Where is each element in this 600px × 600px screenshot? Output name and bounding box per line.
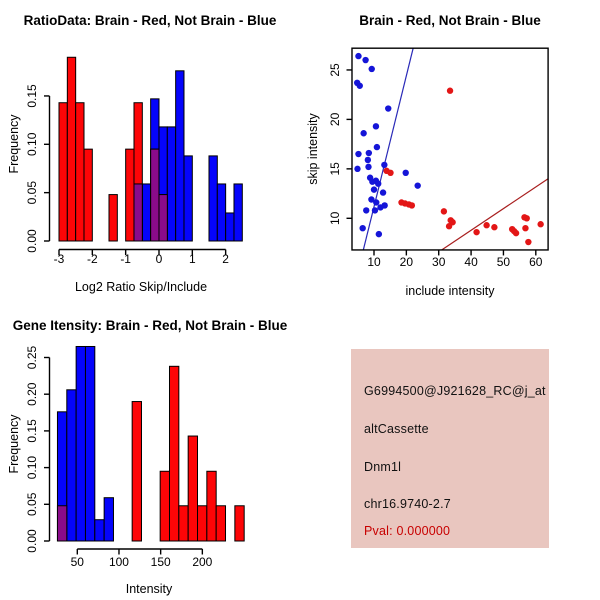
hist-bar-red <box>67 57 75 241</box>
x-tick-label: 150 <box>150 555 171 569</box>
gene-histogram-plot <box>0 300 300 600</box>
scatter-point-red <box>483 222 489 228</box>
y-tick-label: 0.00 <box>25 229 39 253</box>
scatter-point-blue <box>357 83 363 89</box>
y-tick-label: 0.10 <box>25 455 39 480</box>
probe-id-text: G6994500@J921628_RC@j_at <box>364 384 546 398</box>
hist-bar-blue <box>76 346 85 541</box>
hist-bar-red <box>76 103 84 241</box>
y-tick-label: 10 <box>328 211 342 225</box>
gene-histogram-ylabel: Frequency <box>7 414 21 474</box>
scatter-point-blue <box>373 123 379 129</box>
y-tick-label: 0.05 <box>25 180 39 205</box>
scatter-point-red <box>524 215 530 221</box>
x-tick-label: -3 <box>53 252 65 266</box>
scatter-point-blue <box>354 166 360 172</box>
hist-bar-blue <box>234 184 242 241</box>
hist-bar-red <box>59 103 67 241</box>
scatter-point-red <box>447 88 453 94</box>
x-tick-label: 60 <box>529 255 543 269</box>
ratio-histogram-title: RatioData: Brain - Red, Not Brain - Blue <box>23 13 277 28</box>
scatter-point-blue <box>369 66 375 72</box>
scatter-point-red <box>513 230 519 236</box>
pval-text: Pval: 0.000000 <box>364 524 451 538</box>
hist-bar-red <box>207 471 216 541</box>
hist-bar-blue <box>226 213 234 241</box>
scatter-point-red <box>525 239 531 245</box>
info-box <box>351 349 549 548</box>
scatter-point-blue <box>414 182 420 188</box>
hist-bar-blue <box>67 390 76 541</box>
scatter-point-blue <box>373 199 379 205</box>
x-tick-label: 0 <box>155 252 163 266</box>
scatter-point-blue <box>381 162 387 168</box>
fit-line-blue <box>363 48 413 250</box>
y-tick-label: 0.20 <box>25 382 39 406</box>
scatter-point-red <box>441 208 447 214</box>
hist-bar-red <box>169 366 178 541</box>
y-tick-label: 20 <box>328 112 342 127</box>
gene-histogram-title: Gene Itensity: Brain - Red, Not Brain - Blue <box>12 318 288 333</box>
hist-bar-blue <box>184 156 192 241</box>
hist-bar-red <box>179 506 188 541</box>
scatter-point-red <box>537 221 543 227</box>
hist-bar-blue <box>95 520 104 541</box>
hist-bar-red <box>84 149 92 241</box>
gene-histogram-xlabel: Intensity <box>125 582 173 596</box>
scatter-point-blue <box>374 144 380 150</box>
hist-bar-blue <box>142 184 150 241</box>
scatter-title: Brain - Red, Not Brain - Blue <box>359 13 541 28</box>
scatter-point-red <box>409 202 415 208</box>
scatter-ylabel: skip intensity <box>306 113 320 185</box>
hist-bar-overlap <box>57 506 66 541</box>
y-tick-label: 0.15 <box>25 84 39 108</box>
scatter-point-blue <box>371 186 377 192</box>
x-tick-label: -1 <box>120 252 131 266</box>
hist-bar-red <box>198 506 207 541</box>
hist-bar-overlap <box>151 149 159 241</box>
location-text: chr16.9740-2.7 <box>364 497 451 511</box>
y-tick-label: 0.05 <box>25 492 39 516</box>
y-tick-label: 0.00 <box>25 529 39 553</box>
y-tick-label: 25 <box>328 63 342 77</box>
hist-bar-red <box>188 436 197 541</box>
hist-bar-red <box>126 149 134 241</box>
x-tick-label: 50 <box>496 255 511 269</box>
scatter-point-blue <box>372 207 378 213</box>
hist-bar-blue <box>209 156 217 241</box>
hist-bar-blue <box>217 184 225 241</box>
scatter-point-blue <box>363 207 369 213</box>
x-tick-label: 2 <box>222 252 229 266</box>
hist-bar-blue <box>104 498 113 541</box>
x-tick-label: -2 <box>86 252 98 266</box>
y-tick-label: 0.10 <box>25 132 39 156</box>
scatter-point-blue <box>359 225 365 231</box>
hist-bar-blue <box>176 71 184 241</box>
hist-bar-overlap <box>159 195 167 241</box>
scatter-point-blue <box>360 130 366 136</box>
scatter-point-blue <box>366 150 372 156</box>
scatter-point-blue <box>355 53 361 59</box>
scatter-point-blue <box>375 180 381 186</box>
scatter-point-blue <box>385 105 391 111</box>
scatter-point-red <box>491 224 497 230</box>
hist-bar-red <box>160 471 169 541</box>
x-tick-label: 10 <box>367 255 381 269</box>
scatter-point-blue <box>377 204 383 210</box>
x-tick-label: 20 <box>399 255 414 269</box>
gene-symbol-text: Dnm1l <box>364 460 402 474</box>
hist-bar-red <box>132 402 141 541</box>
x-tick-label: 30 <box>432 255 446 269</box>
y-tick-label: 15 <box>328 162 342 176</box>
x-tick-label: 200 <box>192 555 213 569</box>
hist-bar-overlap <box>134 184 142 241</box>
event-type-text: altCassette <box>364 422 429 436</box>
x-tick-label: 40 <box>464 255 478 269</box>
x-tick-label: 50 <box>70 555 84 569</box>
scatter-point-red <box>522 225 528 231</box>
fit-line-red <box>442 179 548 250</box>
scatter-point-blue <box>376 231 382 237</box>
ratio-histogram-ylabel: Frequency <box>7 114 21 174</box>
scatter-point-red <box>473 229 479 235</box>
scatter-xlabel: include intensity <box>405 284 495 298</box>
hist-bar-red <box>216 506 225 541</box>
y-tick-label: 0.15 <box>25 419 39 443</box>
y-tick-label: 0.25 <box>25 345 39 370</box>
x-tick-label: 1 <box>188 252 196 266</box>
ratio-histogram-plot <box>0 0 300 300</box>
hist-bar-blue <box>85 346 94 541</box>
hist-bar-red <box>235 506 244 541</box>
x-tick-label: 100 <box>108 555 129 569</box>
scatter-point-blue <box>365 157 371 163</box>
scatter-point-blue <box>380 189 386 195</box>
scatter-point-blue <box>362 57 368 63</box>
scatter-point-blue <box>355 151 361 157</box>
scatter-point-red <box>387 170 393 176</box>
scatter-point-blue <box>403 170 409 176</box>
scatter-point-blue <box>365 164 371 170</box>
hist-bar-blue <box>167 127 175 241</box>
ratio-histogram-xlabel: Log2 Ratio Skip/Include <box>74 280 208 294</box>
hist-bar-red <box>109 195 117 241</box>
scatter-point-red <box>446 223 452 229</box>
scatter-plot <box>300 0 600 300</box>
